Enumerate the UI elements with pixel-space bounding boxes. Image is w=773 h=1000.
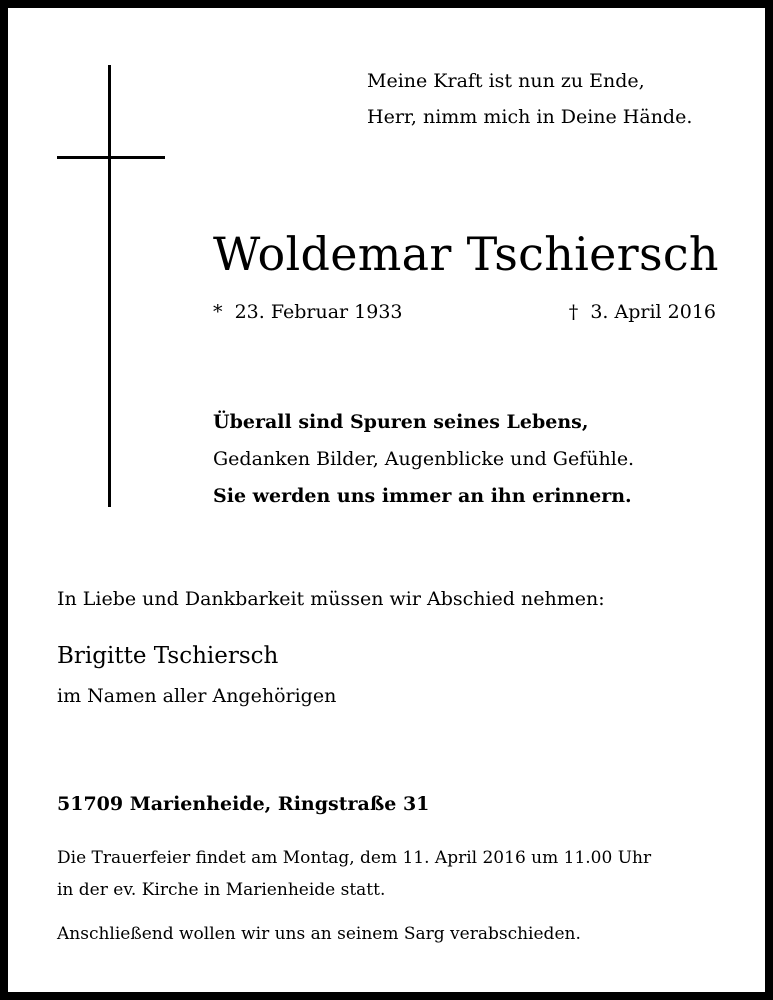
mourner-subtitle: im Namen aller Angehörigen	[57, 685, 337, 707]
mourner-name: Brigitte Tschiersch	[57, 643, 279, 669]
motto-verse	[367, 63, 692, 135]
birth-symbol: *	[213, 301, 223, 323]
cross-vertical-bar	[108, 65, 111, 507]
farewell-text: In Liebe und Dankbarkeit müssen wir Abschied nehmen:	[57, 588, 605, 610]
closing-text: Anschließend wollen wir uns an seinem Sarg verabschieden.	[57, 924, 581, 944]
death-date: 3. April 2016	[590, 301, 716, 323]
address: 51709 Marienheide, Ringstraße 31	[57, 793, 430, 815]
service-line-1: Die Trauerfeier findet am Montag, dem 11. April 2016 um 11.00 Uhr	[57, 848, 652, 868]
birth-info	[213, 299, 403, 325]
motto-line-2: Herr, nimm mich in Deine Hände.	[367, 106, 693, 128]
memorial-verse	[213, 404, 634, 515]
service-line-2: in der ev. Kirche in Marienheide statt.	[57, 880, 386, 900]
motto-line-1: Meine Kraft ist nun zu Ende,	[367, 70, 645, 92]
cross-horizontal-bar	[57, 156, 165, 159]
service-info	[57, 842, 651, 906]
verse-line-3: Sie werden uns immer an ihn erinnern.	[213, 485, 632, 507]
verse-line-1: Überall sind Spuren seines Lebens,	[213, 411, 589, 433]
death-info	[569, 299, 716, 325]
verse-line-2: Gedanken Bilder, Augenblicke und Gefühle.	[213, 448, 635, 470]
deceased-name: Woldemar Tschiersch	[213, 227, 719, 281]
death-symbol: †	[568, 301, 579, 323]
birth-date: 23. Februar 1933	[234, 301, 403, 323]
